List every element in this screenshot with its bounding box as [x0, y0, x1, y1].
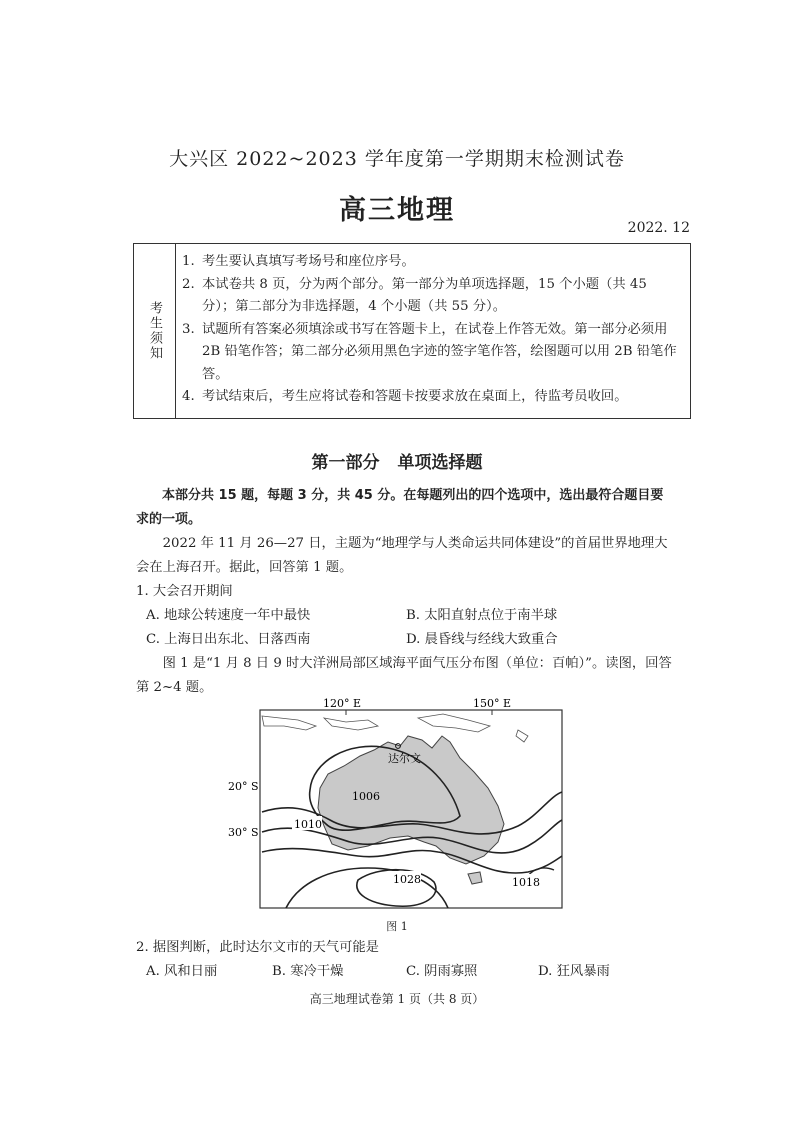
lat-label: 30° S: [228, 826, 259, 839]
isobar-label: 1010: [294, 818, 322, 831]
exam-date: 2022. 12: [627, 220, 690, 236]
option-a: A. 风和日丽: [146, 964, 218, 979]
notice-item: 1. 考生要认真填写考场号和座位序号。: [182, 254, 415, 269]
passage-2: 图 1 是“1 月 8 日 9 时大洋洲局部区域海平面气压分布图（单位：百帕）”。读图，回答第 2~4 题。: [136, 656, 672, 695]
section-title: 第一部分 单项选择题: [311, 453, 483, 473]
page-footer: 高三地理试卷第 1 页（共 8 页）: [309, 992, 485, 1006]
notice-item: 4. 考试结束后，考生应将试卷和答题卡按要求放在桌面上，待监考员收回。: [182, 389, 628, 404]
notice-item: 2. 本试卷共 8 页，分为两个部分。第一部分为单项选择题，15 个小题（共 45 分）；第二部分为非选择题，4 个小题（共 55 分）。: [182, 276, 647, 314]
question-stem: 1. 大会召开期间: [136, 584, 233, 599]
option-a: A. 地球公转速度一年中最快: [146, 608, 311, 623]
lat-label: 20° S: [228, 780, 259, 793]
section-intro: 本部分共 15 题，每题 3 分，共 45 分。在每题列出的四个选项中，选出最符合题目要求的一项。: [136, 488, 664, 527]
option-c: C. 阴雨寡照: [406, 964, 478, 979]
option-d: D. 晨昏线与经线大致重合: [406, 632, 558, 647]
subject-title: 高三地理: [339, 195, 455, 226]
question-2: [136, 936, 676, 984]
question-stem: 2. 据图判断，此时达尔文市的天气可能是: [136, 940, 379, 955]
option-d: D. 狂风暴雨: [538, 964, 610, 979]
passage-1: 2022 年 11 月 26—27 日，主题为“地理学与人类命运共同体建设”的首届世界地理大会在上海召开。据此，回答第 1 题。: [136, 536, 668, 575]
option-b: B. 寒冷干燥: [272, 964, 344, 979]
notice-list: [182, 251, 682, 409]
isobar-label: 1006: [352, 790, 380, 803]
lon-label: 150° E: [473, 697, 512, 710]
isobar-label: 1018: [512, 876, 540, 889]
notice-item: 3. 试题所有答案必须填涂或书写在答题卡上，在试卷上作答无效。第一部分必须用 2B 铅笔作答；第二部分必须用黑色字迹的签字笔作答，绘图题可以用 2B 铅笔作答。: [182, 321, 677, 382]
city-label: 达尔文: [388, 752, 421, 765]
option-b: B. 太阳直射点位于南半球: [406, 608, 558, 623]
notice-label: 考生须知: [134, 244, 176, 418]
option-c: C. 上海日出东北、日落西南: [146, 632, 311, 647]
notice-box: [133, 243, 691, 419]
figure-caption: 图 1: [386, 920, 408, 933]
pressure-map: [228, 696, 578, 911]
question-1: [136, 580, 676, 652]
isobar-label: 1028: [393, 873, 421, 886]
lon-label: 120° E: [323, 697, 362, 710]
exam-title: 大兴区 2022~2023 学年度第一学期期末检测试卷: [169, 148, 625, 170]
